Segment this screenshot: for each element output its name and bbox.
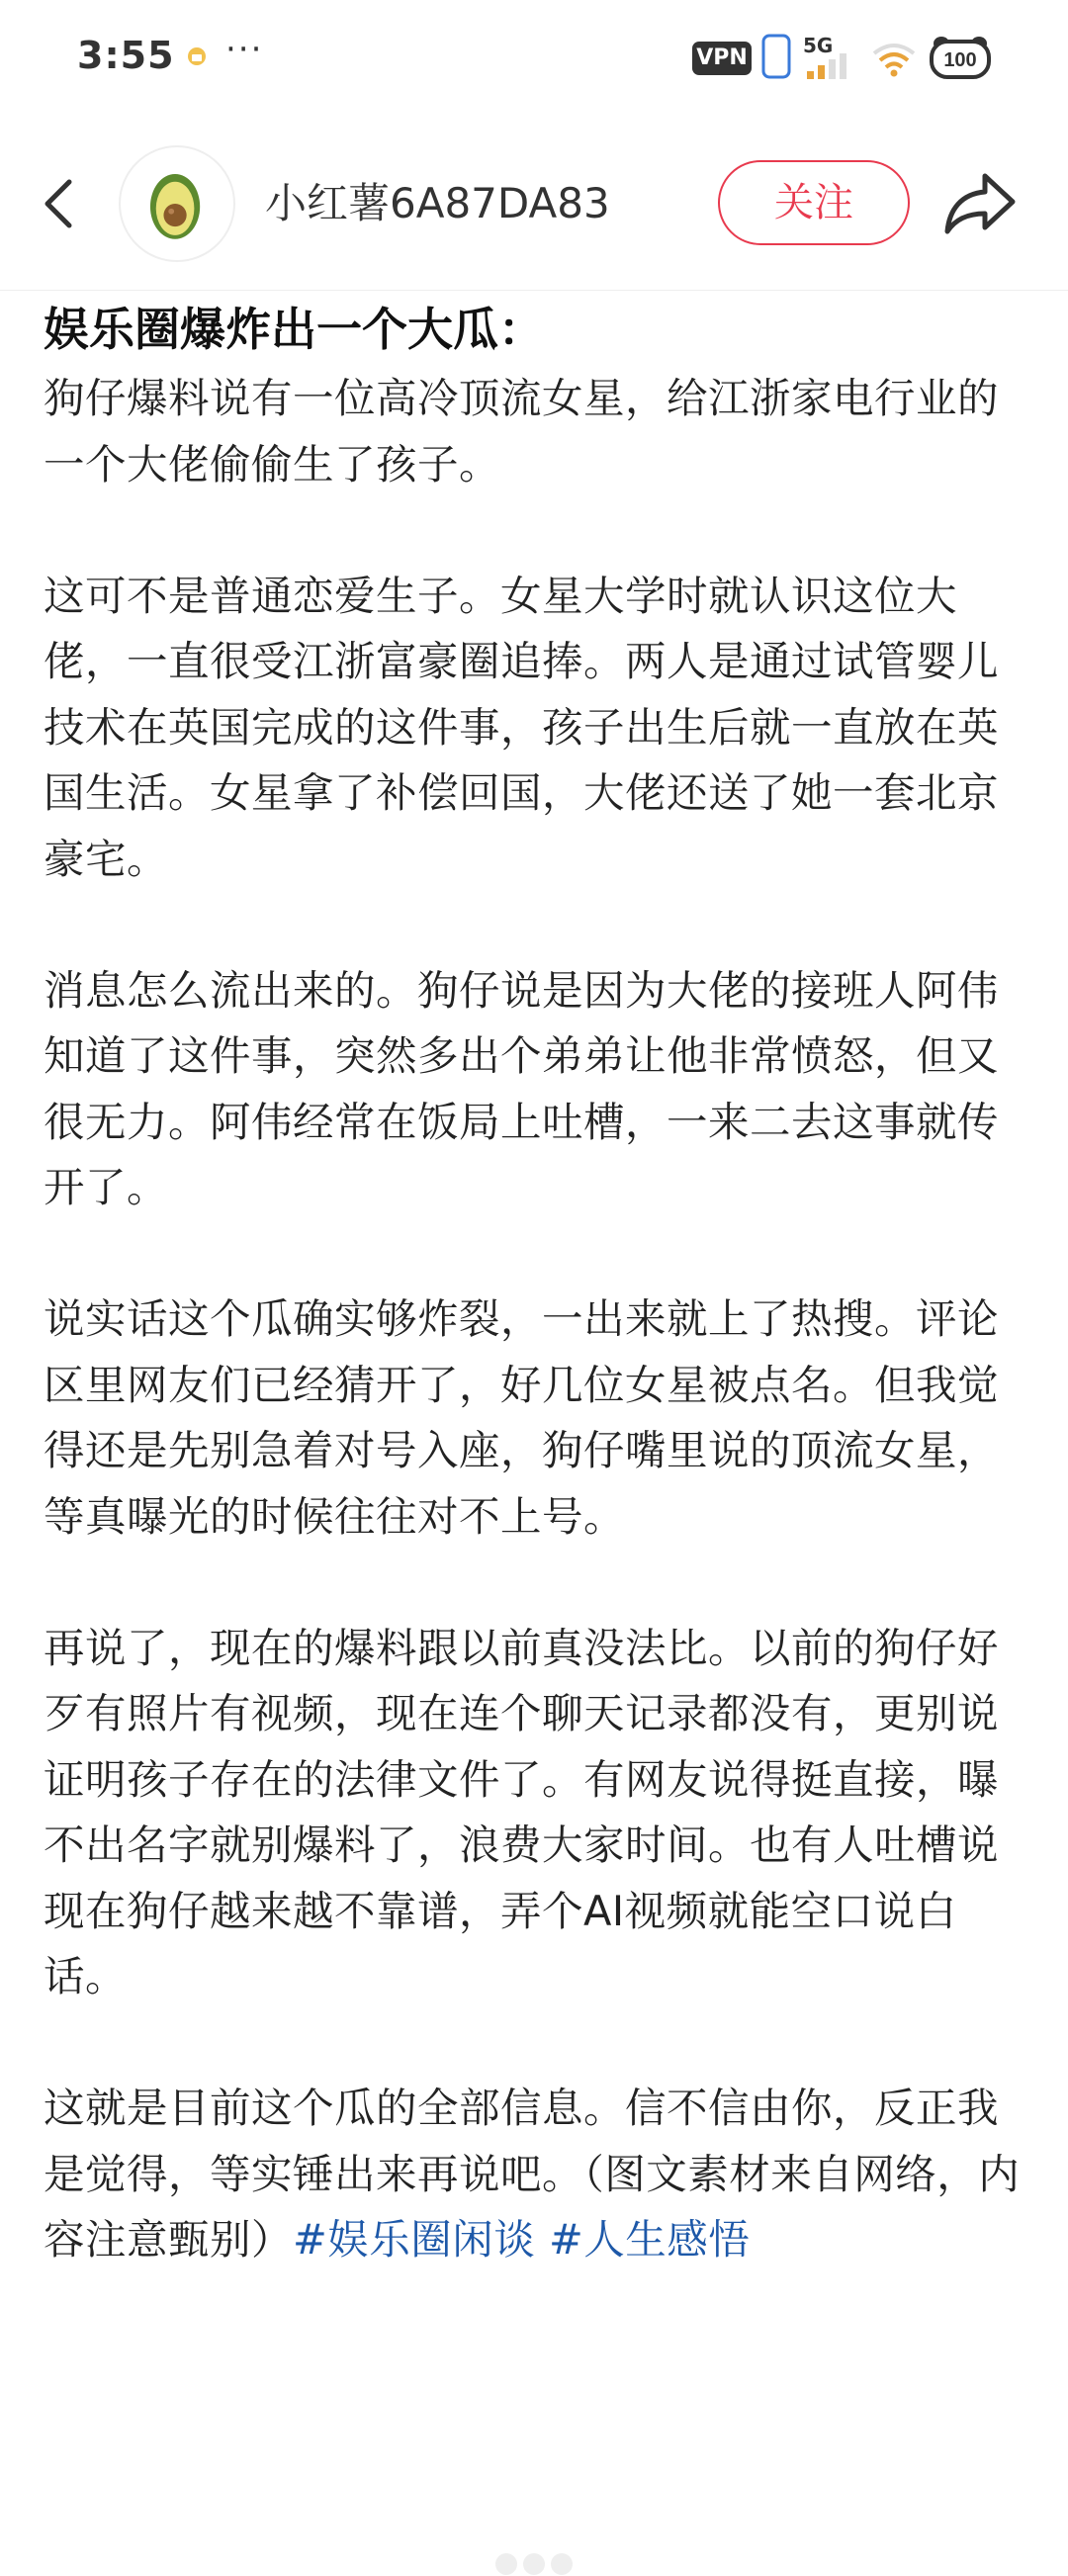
page-indicator-dot: [551, 2553, 573, 2575]
signal-icon: [801, 49, 858, 79]
note-paragraph: 再说了，现在的爆料跟以前真没法比。以前的狗仔好歹有照片有视频，现在连个聊天记录都没有，更别说证明孩子存在的法律文件了。有网友说得挺直接，曝不出名字就别爆料了，浪费大家时间。也有人吐槽说现在狗仔越来越不靠谱，弄个AI视频就能空口说白话。: [44, 1623, 1000, 2000]
hashtag-link[interactable]: #娱乐圈闲谈: [293, 2215, 536, 2264]
battery-icon: [928, 34, 993, 81]
wifi-icon: [870, 40, 918, 79]
note-paragraph: 说实话这个瓜确实够炸裂，一出来就上了热搜。评论区里网友们已经猜开了，好几位女星被点名。但我觉得还是先别急着对号入座，狗仔嘴里说的顶流女星，等真曝光的时候往往对不上号。: [44, 1294, 1000, 1541]
vpn-badge: VPN: [692, 42, 752, 75]
author-username[interactable]: 小红薯6A87DA83: [265, 179, 610, 227]
status-overflow-dots: ···: [225, 30, 264, 69]
status-time: 3:55: [77, 34, 175, 77]
battery-level: 100: [943, 49, 977, 71]
page-indicator-dot: [495, 2553, 517, 2575]
note-paragraph-last: [44, 2076, 1032, 2273]
hashtag-link[interactable]: #人生感悟: [549, 2215, 751, 2264]
status-bar: [0, 0, 1068, 117]
follow-button[interactable]: 关注: [718, 160, 910, 245]
note-paragraph: 消息怎么流出来的。狗仔说是因为大佬的接班人阿伟知道了这件事，突然多出个弟弟让他非常愤怒，但又很无力。阿伟经常在饭局上吐槽，一来二去这事就传开了。: [44, 965, 1000, 1211]
note-paragraph: 这可不是普通恋爱生子。女星大学时就认识这位大佬，一直很受江浙富豪圈追捧。两人是通过试管婴儿技术在英国完成的这件事，孩子出生后就一直放在英国生活。女星拿了补偿回国，大佬还送了她一套北京豪宅。: [44, 571, 1000, 883]
avatar[interactable]: [119, 145, 235, 262]
note-content: [44, 297, 1032, 2273]
note-paragraph: 狗仔爆料说有一位高冷顶流女星，给江浙家电行业的一个大佬偷偷生了孩子。: [44, 374, 1000, 489]
page-indicator-dot: [523, 2553, 545, 2575]
note-title: 娱乐圈爆炸出一个大瓜：: [44, 303, 544, 356]
back-icon[interactable]: [32, 174, 87, 233]
note-paragraph-text: 这就是目前这个瓜的全部信息。信不信由你，反正我是觉得，等实锤出来再说吧。（图文素材来自网络，内容注意甄别）: [44, 2084, 1021, 2264]
share-icon[interactable]: [941, 170, 1019, 237]
avocado-icon: [121, 147, 233, 260]
app-notification-icon: [186, 45, 208, 67]
bottom-fade-strip: [0, 2551, 1068, 2576]
phone-icon: [759, 34, 793, 79]
network-type: 5G: [803, 34, 834, 57]
author-header: [0, 117, 1068, 291]
